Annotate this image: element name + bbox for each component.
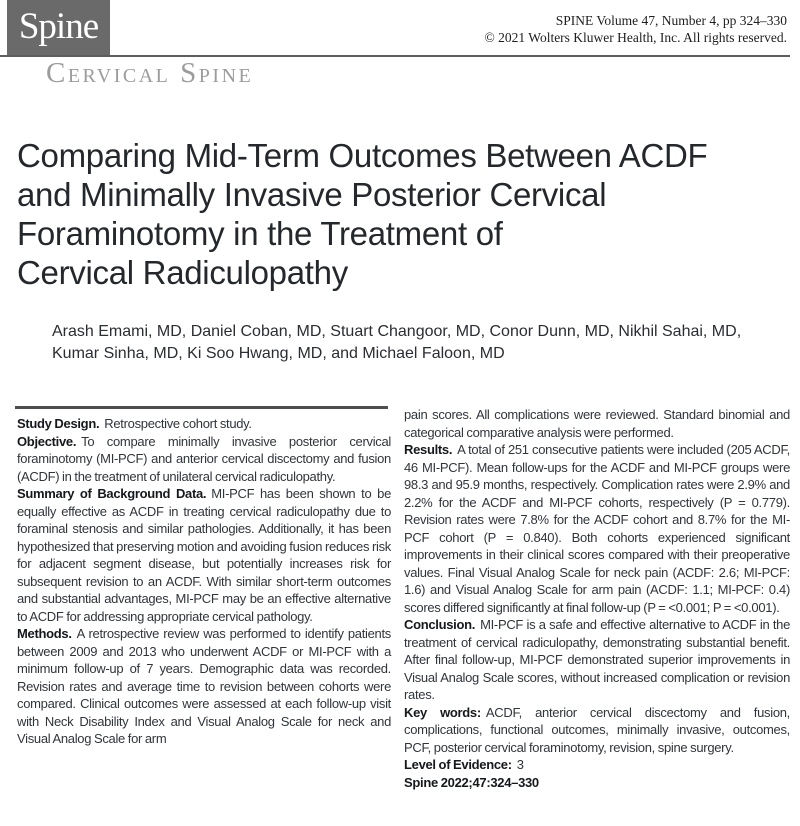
article-title-line-1: Comparing Mid-Term Outcomes Between ACDF bbox=[17, 137, 708, 174]
volume-issue-pages-line: SPINE Volume 47, Number 4, pp 324–330 bbox=[555, 13, 787, 28]
abstract-key-words bbox=[404, 704, 790, 757]
author-line-1: Arash Emami, MD, Daniel Coban, MD, Stuart Changoor, MD, Conor Dunn, MD, Nikhil Sahai, MD, bbox=[52, 323, 742, 340]
abstract-background-label: Summary of Background Data. bbox=[17, 486, 207, 501]
abstract-conclusion-text: MI-PCF is a safe and effective alternative to ACDF in the treatment of cervical radiculopathy, demonstrating substantial benefit. After final follow-up, MI-PCF demonstrated superior improvements in Visual Analog Scale scores, without increased complication or revision rates. bbox=[404, 617, 790, 702]
abstract-methods-label: Methods. bbox=[17, 626, 72, 641]
abstract-level-of-evidence-text: 3 bbox=[516, 757, 524, 772]
abstract-left-column bbox=[17, 415, 391, 748]
abstract-citation bbox=[404, 774, 790, 792]
abstract-study-design-text: Retrospective cohort study. bbox=[104, 416, 252, 431]
abstract-objective bbox=[17, 433, 391, 486]
abstract-background-text: MI-PCF has been shown to be equally effective as ACDF in treating cervical radiculopathy due to foraminal stenosis and similar pathologies. Additionally, it has been hypothesized that preserving motion and avoiding fusion reduces risk for adjacent segment disease, but potentially increases risk for subsequent revision to an ACDF. With similar short-term outcomes and substantial advantages, MI-PCF may be an effective alternative to ACDF for addressing appropriate cervical pathology. bbox=[17, 486, 391, 624]
abstract-key-words-text: ACDF, anterior cervical discectomy and fusion, complications, functional outcomes, minimally invasive, outcomes, PCF, posterior cervical foraminotomy, revision, spine surgery. bbox=[404, 704, 790, 755]
abstract-results-text: A total of 251 consecutive patients were included (205 ACDF, 46 MI-PCF). Mean follow-ups for the ACDF and MI-PCF groups were 98.3 and 95.9 months, respectively. Complication rates were 2.9% and 2.2% for the ACDF and MI-PCF cohorts, respectively (P = 0.779). Revision rates were 7.8% for the ACDF cohort and 8.7% for the MI-PCF cohort (P = 0.840). Both cohorts experienced significant improvements in their clinical scores compared with their preoperative values. Final Visual Analog Scale for neck pain (ACDF: 2.6; MI-PCF: 1.6) and Visual Analog Scale for arm pain (ACDF: 1.1; MI-PCF: 0.4) scores differed significantly at final follow-up (P = <0.001; P = <0.001). bbox=[404, 442, 790, 615]
abstract-study-design-label: Study Design. bbox=[17, 416, 100, 431]
masthead-citation-block bbox=[485, 12, 787, 46]
article-title-line-3: Foraminotomy in the Treatment of bbox=[17, 215, 503, 252]
abstract-methods bbox=[17, 625, 391, 748]
abstract-citation-label: Spine 2022;47:324–330 bbox=[404, 774, 539, 790]
article-title-line-2: and Minimally Invasive Posterior Cervical bbox=[17, 176, 607, 213]
article-title-line-4: Cervical Radiculopathy bbox=[17, 254, 348, 291]
abstract-methods-text: A retrospective review was performed to identify patients between 2009 and 2013 who underwent ACDF or MI-PCF with a minimum follow-up of 7 years. Demographic data was recorded. Revision rates and average time to revision between cohorts were compared. Clinical outcomes were assessed at each follow-up visit with Neck Disability Index and Visual Analog Scale for neck and Visual Analog Scale for arm bbox=[17, 626, 391, 746]
abstract-top-rule bbox=[15, 406, 388, 409]
abstract-background bbox=[17, 485, 391, 625]
abstract-right-column bbox=[404, 406, 790, 791]
abstract-conclusion-label: Conclusion. bbox=[404, 617, 476, 632]
abstract-results bbox=[404, 441, 790, 616]
article-title bbox=[17, 136, 782, 292]
abstract-conclusion bbox=[404, 616, 790, 704]
spine-journal-logo bbox=[7, 0, 110, 56]
abstract-key-words-label: Key words: bbox=[404, 704, 481, 720]
copyright-line: © 2021 Wolters Kluwer Health, Inc. All rights reserved. bbox=[484, 30, 787, 45]
abstract-level-of-evidence bbox=[404, 756, 790, 774]
abstract-methods-continued bbox=[404, 406, 790, 441]
abstract-results-label: Results. bbox=[404, 442, 453, 457]
author-byline bbox=[52, 321, 782, 364]
abstract-level-of-evidence-label: Level of Evidence: bbox=[404, 757, 512, 772]
spine-logo-text: Spine bbox=[18, 6, 99, 47]
abstract-study-design bbox=[17, 415, 391, 433]
abstract-methods-continued-text: pain scores. All complications were reviewed. Standard binomial and categorical comparative analysis were performed. bbox=[404, 407, 790, 440]
author-line-2: Kumar Sinha, MD, Ki Soo Hwang, MD, and Michael Faloon, MD bbox=[52, 344, 505, 362]
abstract-objective-label: Objective. bbox=[17, 433, 77, 449]
abstract-objective-text: To compare minimally invasive posterior cervical foraminotomy (MI-PCF) and anterior cervical discectomy and fusion (ACDF) in the treatment of unilateral cervical radiculopathy. bbox=[17, 433, 391, 484]
section-heading-cervical-spine: Cervical Spine bbox=[46, 57, 254, 89]
